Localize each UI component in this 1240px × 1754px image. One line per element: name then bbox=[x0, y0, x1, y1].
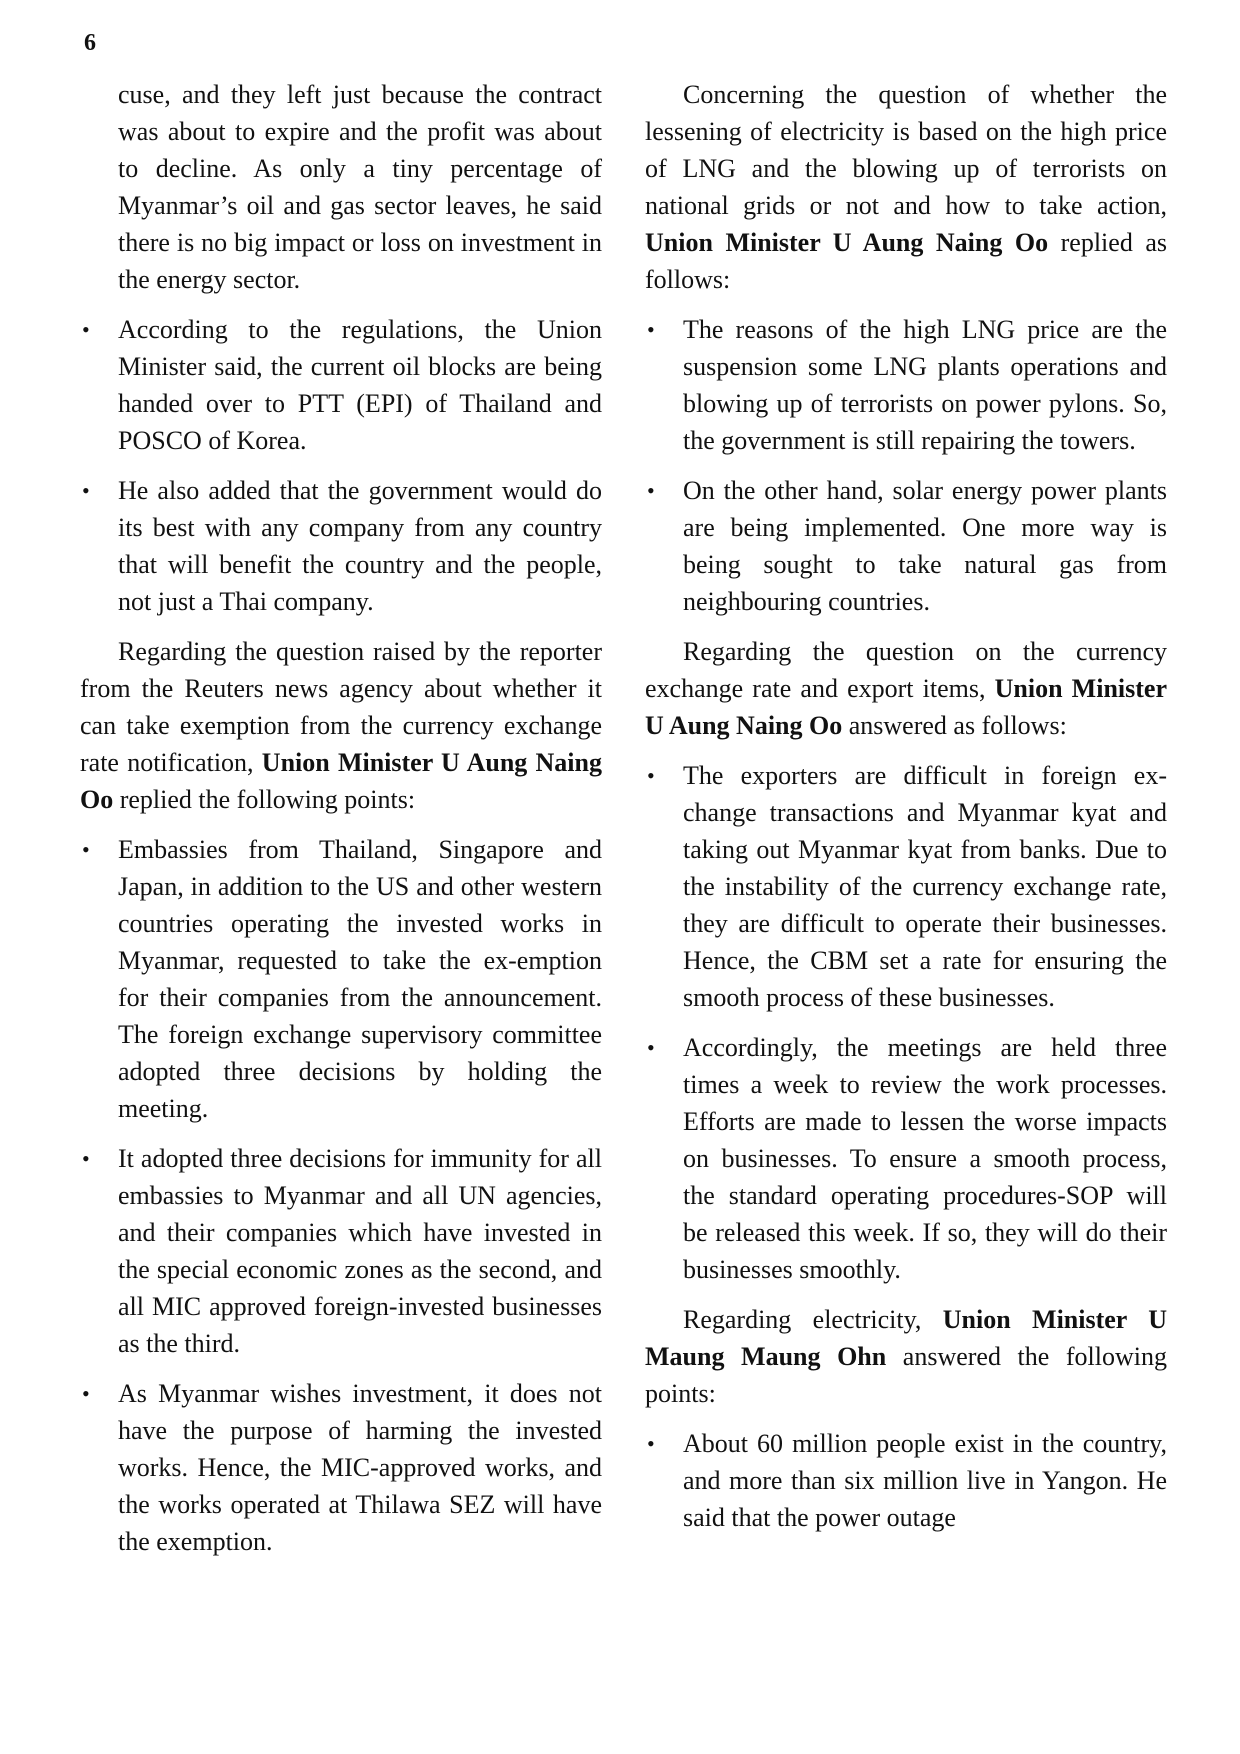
paragraph-text: answered as follows: bbox=[842, 711, 1067, 740]
bullet-icon: • bbox=[647, 1431, 655, 1456]
bullet-list-lng bbox=[645, 311, 1167, 620]
bullet-icon: • bbox=[82, 1381, 90, 1406]
list-item bbox=[645, 1425, 1167, 1536]
bullet-icon: • bbox=[82, 317, 90, 342]
paragraph-text: replied as follows: bbox=[645, 228, 1168, 294]
bullet-icon: • bbox=[647, 478, 655, 503]
list-item bbox=[80, 472, 602, 620]
list-item bbox=[80, 1375, 602, 1560]
bullet-list-exemption bbox=[80, 831, 602, 1560]
list-item bbox=[80, 311, 602, 459]
list-item bbox=[645, 472, 1167, 620]
list-item-text: It adopted three decisions for immunity for all embassies to Myanmar and all UN agencies, and their companies which have invested in the special economic zones as the second, and all MIC approved foreign-invested businesses as the third. bbox=[118, 1144, 602, 1358]
paragraph-text: Regarding the question on the currency exchange rate and export items, bbox=[645, 637, 1167, 703]
speaker-name: Union Minister U Aung Naing Oo bbox=[80, 748, 602, 814]
page-number: 6 bbox=[84, 30, 96, 56]
paragraph-text: Regarding the question raised by the reporter from the Reuters news agency about whether it can take exemption from the currency exchange rate notification, bbox=[80, 637, 602, 777]
list-item bbox=[645, 757, 1167, 1016]
speaker-name: Union Minister U Maung Maung Ohn bbox=[645, 1305, 1167, 1371]
paragraph-electricity-question bbox=[645, 76, 1167, 298]
bullet-list-exporters bbox=[645, 757, 1167, 1288]
list-item bbox=[645, 1029, 1167, 1288]
list-item-text: On the other hand, solar energy power plants are being implemented. One more way is being sought to take natural gas from neighbouring countries. bbox=[683, 476, 1167, 616]
list-item-text: Accordingly, the meetings are held three times a week to review the work processes. Efforts are made to lessen the worse impacts on businesses. To ensure a smooth process, the standard operating procedures-SOP will be released this week. If so, they will do their businesses smoothly. bbox=[683, 1033, 1167, 1284]
right-column bbox=[645, 76, 1167, 1549]
continued-paragraph: cuse, and they left just because the contract was about to expire and the profit was about to decline. As only a tiny percentage of Myanmar’s oil and gas sector leaves, he said there is no big impact or loss on investment in the energy sector. bbox=[118, 80, 602, 294]
bullet-icon: • bbox=[82, 1146, 90, 1171]
bullet-list-population bbox=[645, 1425, 1167, 1536]
bullet-icon: • bbox=[647, 317, 655, 342]
list-item-text: As Myanmar wishes investment, it does not have the purpose of harming the invested works. Hence, the MIC-approved works, and the works operated at Thilawa SEZ will have the exemption. bbox=[118, 1379, 602, 1556]
list-item-text: The reasons of the high LNG price are the suspension some LNG plants operations and blowing up of terrorists on power pylons. So, the government is still repairing the towers. bbox=[683, 315, 1167, 455]
paragraph-reuters-question bbox=[80, 633, 602, 818]
list-item-text: He also added that the government would do its best with any company from any country that will benefit the country and the people, not just a Thai company. bbox=[118, 476, 602, 616]
paragraph-text: Concerning the question of whether the lessening of electricity is based on the high price of LNG and the blowing up of terrorists on national grids or not and how to take action, bbox=[645, 80, 1167, 220]
bullet-icon: • bbox=[82, 478, 90, 503]
bullet-list-oil-blocks bbox=[80, 311, 602, 620]
speaker-name: Union Minister U Aung Naing Oo bbox=[645, 674, 1167, 740]
list-item-text: About 60 million people exist in the country, and more than six million live in Yangon. He said that the power outage bbox=[683, 1429, 1167, 1532]
paragraph-power-question bbox=[645, 1301, 1167, 1412]
paragraph-currency-question bbox=[645, 633, 1167, 744]
list-item bbox=[80, 1140, 602, 1362]
paragraph-text: Regarding electricity, bbox=[683, 1305, 943, 1334]
bullet-icon: • bbox=[647, 1035, 655, 1060]
list-item-text: According to the regulations, the Union Minister said, the current oil blocks are being handed over to PTT (EPI) of Thailand and POSCO of Korea. bbox=[118, 315, 602, 455]
bullet-icon: • bbox=[82, 837, 90, 862]
speaker-name: Union Minister U Aung Naing Oo bbox=[645, 228, 1049, 257]
list-item-text: The exporters are difficult in foreign exchange transactions and Myanmar kyat and taking out Myanmar kyat from banks. Due to the instability of the currency exchange rate, they are difficult to operate their businesses. Hence, the CBM set a rate for ensuring the smooth process of these businesses. bbox=[683, 761, 1167, 1012]
paragraph-text: replied the following points: bbox=[113, 785, 416, 814]
paragraph-text: answered the following points: bbox=[645, 1342, 1167, 1408]
list-item-text: Embassies from Thailand, Singapore and Japan, in addition to the US and other western countries operating the invested works in Myanmar, requested to take the ex-emption for their companies from the announcement. The foreign exchange supervisory committee adopted three decisions by holding the meeting. bbox=[118, 835, 602, 1123]
left-column bbox=[80, 76, 602, 1573]
bullet-icon: • bbox=[647, 763, 655, 788]
list-item bbox=[80, 831, 602, 1127]
list-item bbox=[645, 311, 1167, 459]
